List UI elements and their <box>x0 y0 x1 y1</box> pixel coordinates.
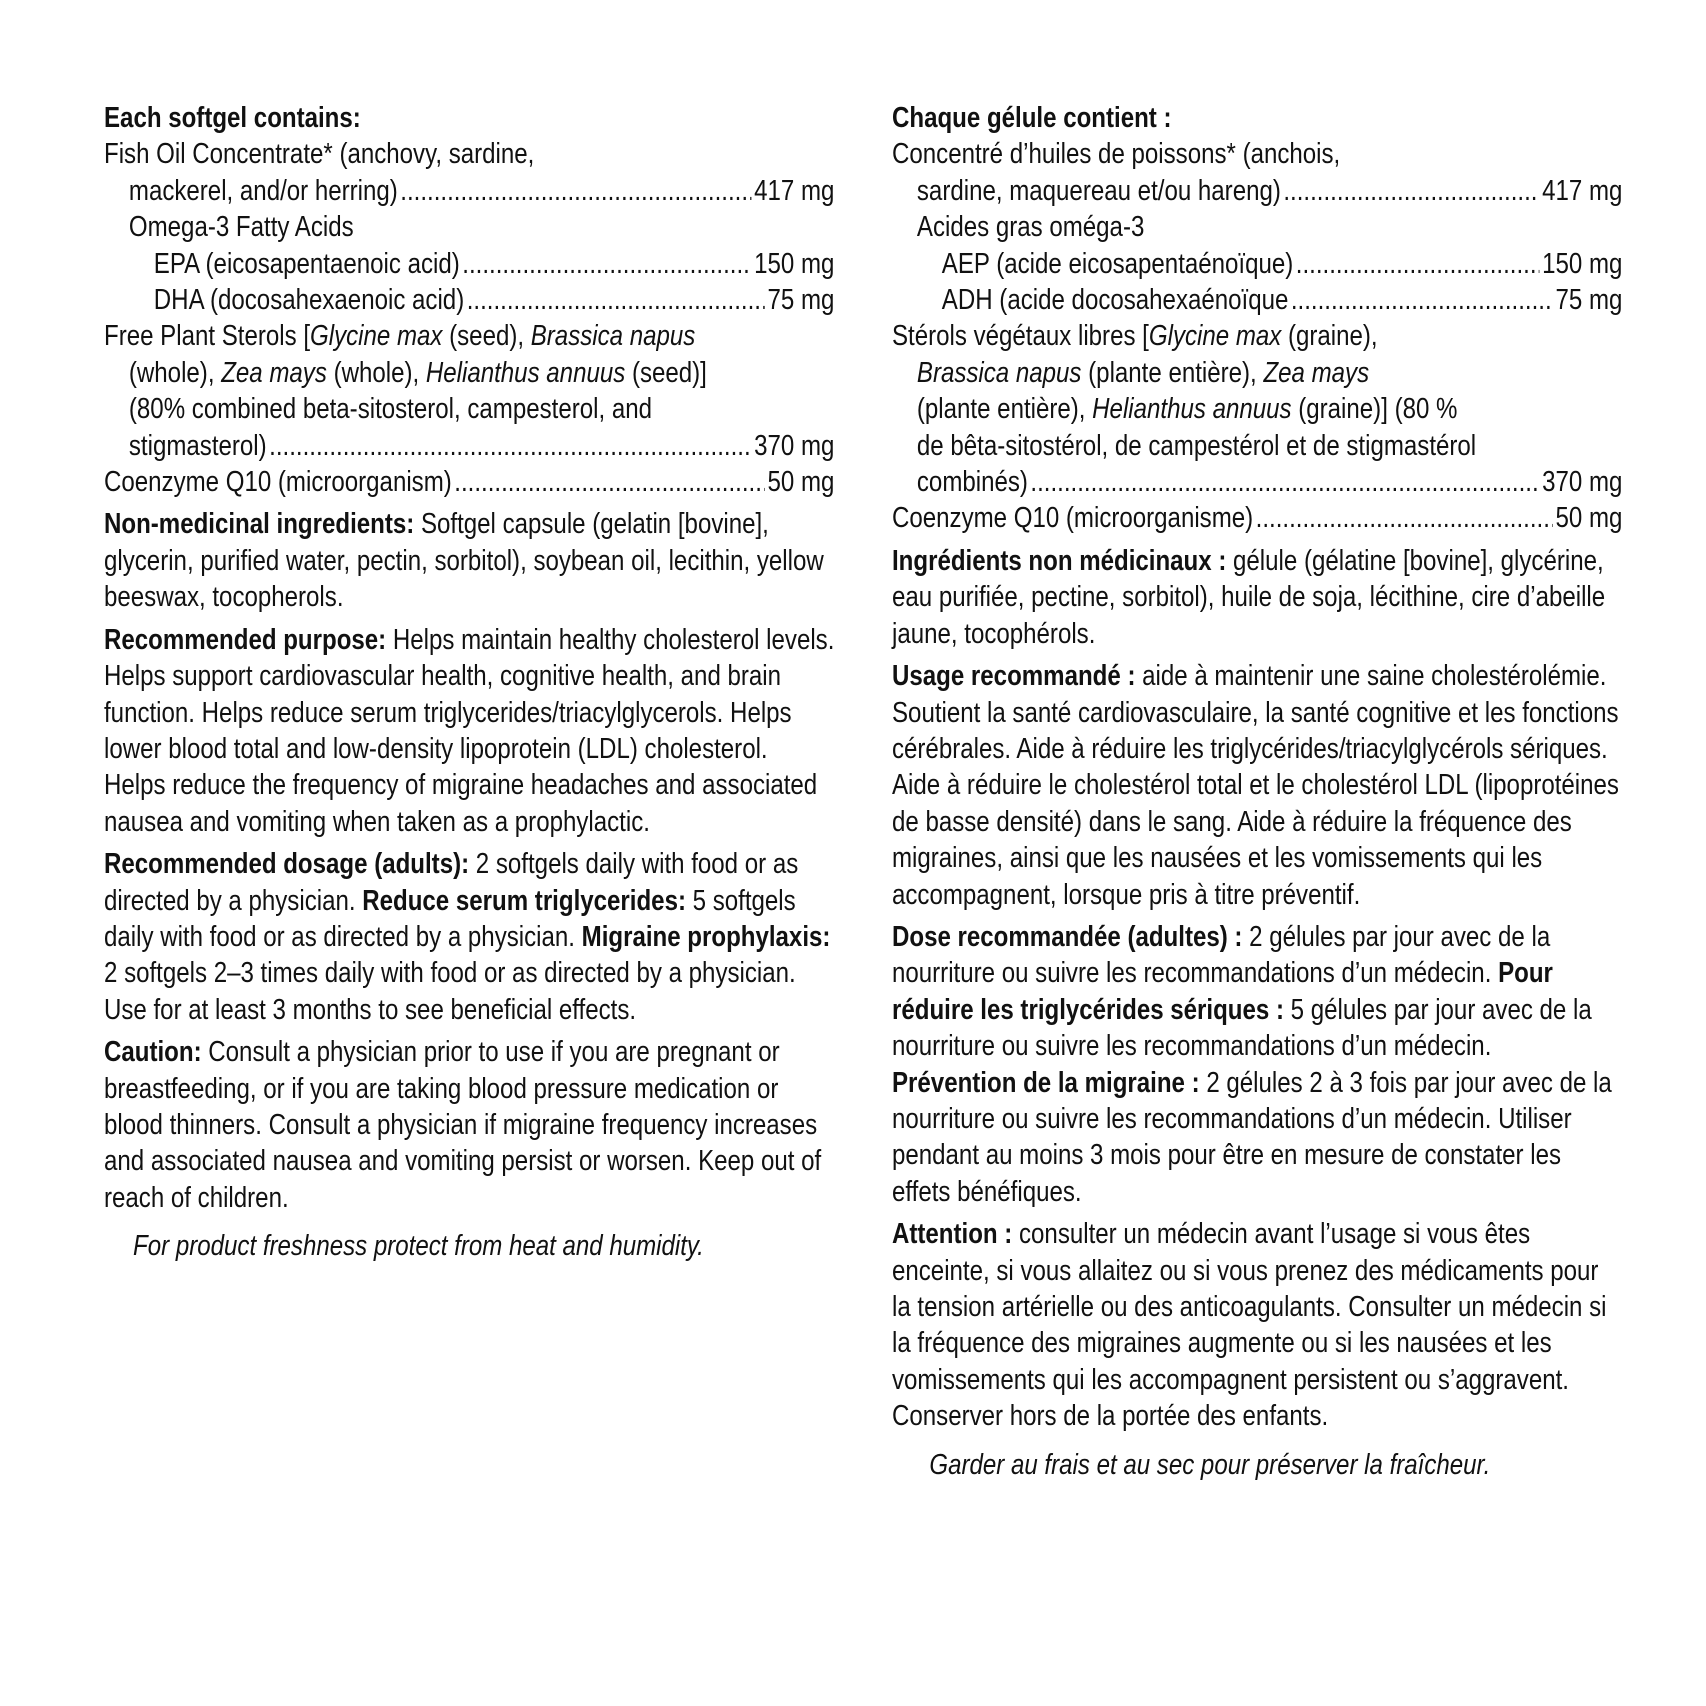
sterols-last-line: stigmasterol) <box>128 429 267 462</box>
epa-label: EPA (eicosapentaenoic acid) <box>153 247 460 280</box>
fish-oil-source: mackerel, and/or herring) <box>128 174 398 207</box>
dha-label-fr: ADH (acide docosahexaénoïque <box>941 284 1289 317</box>
coq10-amount: 50 mg <box>767 466 835 499</box>
recommended-dosage-fr: Dose recommandée (adultes) : 2 gélules par jour avec de la nourriture ou suivre les recommandations d’un médecin. Pour réduire les triglycérides sériques : 5 gélules par jour avec de la nourriture ou suivre les recommandations d’un médecin. Prévention de la migraine : 2 gélules 2 à 3 fois par jour avec de la nourriture ou suivre les recommandations d’un médecin. Utiliser pendant au moins 3 mois pour être en mesure de constater les effets bénéfiques. <box>892 920 1612 1208</box>
storage-note-fr: Garder au frais et au sec pour préserver la fraîcheur. <box>929 1448 1491 1481</box>
leader-dots <box>454 464 765 500</box>
epa-label-fr: AEP (acide eicosapentaénoïque) <box>941 247 1294 280</box>
sterols-line-2-fr: Brassica napus (plante entière), Zea mays <box>916 356 1370 389</box>
recommended-dosage: Recommended dosage (adults): 2 softgels daily with food or as directed by a physician. Reduce serum triglycerides: 5 softgels daily with food or as directed by a physician. Migraine prophylaxis: 2 softgels 2–3 times daily with food or as directed by a physician. Use for at least 3 months to see beneficial effects. <box>104 848 831 1026</box>
sterols-amount: 370 mg <box>754 429 835 462</box>
leader-dots <box>467 282 765 318</box>
sterols-line-3: (80% combined beta-sitosterol, campesterol, and <box>128 393 653 426</box>
dha-label: DHA (docosahexaenoic acid) <box>153 284 465 317</box>
leader-dots <box>269 428 751 464</box>
dha-row <box>104 282 834 318</box>
sterols-line-4-fr: de bêta-sitostérol, de campestérol et de stigmastérol <box>916 429 1477 462</box>
leader-dots <box>462 246 751 282</box>
coq10-row-fr <box>892 500 1622 536</box>
coq10-label: Coenzyme Q10 (microorganism) <box>104 466 452 499</box>
epa-row-fr <box>892 246 1622 282</box>
ingredients-heading: Each softgel contains: <box>104 102 361 134</box>
recommended-purpose: Recommended purpose: Helps maintain healthy cholesterol levels. Helps support cardiovascular health, cognitive health, and brain function. Helps reduce serum triglycerides/triacylglycerols. Helps lower blood total and low-density lipoprotein (LDL) cholesterol. Helps reduce the frequency of migraine headaches and associated nausea and vomiting when taken as a prophylactic. <box>104 623 835 838</box>
leader-dots <box>1283 173 1539 209</box>
sterols-line-2: (whole), Zea mays (whole), Helianthus annuus (seed)] <box>128 356 707 389</box>
sterols-line-3-fr: (plante entière), Helianthus annuus (graine)] (80 % <box>916 393 1458 426</box>
sterols-amount-fr: 370 mg <box>1542 466 1623 499</box>
dha-amount-fr: 75 mg <box>1555 284 1623 317</box>
leader-dots <box>1291 282 1553 318</box>
dha-amount: 75 mg <box>767 284 835 317</box>
epa-amount: 150 mg <box>754 247 835 280</box>
sterols-line-1: Free Plant Sterols [Glycine max (seed), Brassica napus <box>104 320 696 353</box>
fish-oil-line: Fish Oil Concentrate* (anchovy, sardine, <box>104 138 535 171</box>
english-panel <box>104 100 834 1265</box>
sterols-amount-row-fr <box>892 464 1622 500</box>
dha-row-fr <box>892 282 1622 318</box>
coq10-row <box>104 464 834 500</box>
epa-amount-fr: 150 mg <box>1542 247 1623 280</box>
caution-fr: Attention : consulter un médecin avant l’usage si vous êtes enceinte, si vous allaitez ou si vous prenez des médicaments pour la tension artérielle ou des anticoagulants. Consulter un médecin si la fréquence des migraines augmente ou si les nausées et les vomissements qui les accompagnent persistent ou s’aggravent. Conserver hors de la portée des enfants. <box>892 1218 1607 1433</box>
non-medicinal-ingredients: Non-medicinal ingredients: Softgel capsule (gelatin [bovine], glycerin, purified water, pectin, sorbitol), soybean oil, lecithin, yellow beeswax, tocopherols. <box>104 508 824 614</box>
coq10-amount-fr: 50 mg <box>1555 502 1623 535</box>
leader-dots <box>1030 464 1539 500</box>
caution: Caution: Consult a physician prior to use if you are pregnant or breastfeeding, or if you are taking blood pressure medication or blood thinners. Consult a physician if migraine frequency increases and associated nausea and vomiting persist or worsen. Keep out of reach of children. <box>104 1036 822 1214</box>
sterols-line-1-fr: Stérols végétaux libres [Glycine max (graine), <box>892 320 1378 353</box>
leader-dots <box>1296 246 1540 282</box>
ingredients-heading-fr: Chaque gélule contient : <box>892 102 1172 134</box>
fish-oil-amount-row-fr <box>892 173 1622 209</box>
omega3-label: Omega-3 Fatty Acids <box>128 211 354 244</box>
fish-oil-line-fr: Concentré d’huiles de poissons* (anchois, <box>892 138 1341 171</box>
fish-oil-amount-fr: 417 mg <box>1542 174 1623 207</box>
leader-dots <box>400 173 751 209</box>
sterols-amount-row <box>104 428 834 464</box>
storage-note: For product freshness protect from heat and humidity. <box>133 1230 704 1263</box>
coq10-label-fr: Coenzyme Q10 (microorganisme) <box>892 502 1254 535</box>
sterols-last-line-fr: combinés) <box>916 466 1028 499</box>
french-panel <box>892 100 1622 1483</box>
non-medicinal-ingredients-fr: Ingrédients non médicinaux : gélule (gélatine [bovine], glycérine, eau purifiée, pectine, sorbitol), huile de soja, lécithine, cire d’abeille jaune, tocophérols. <box>892 544 1606 650</box>
recommended-purpose-fr: Usage recommandé : aide à maintenir une saine cholestérolémie. Soutient la santé cardiovasculaire, la santé cognitive et les fonctions cérébrales. Aide à réduire les triglycérides/triacylglycérols sériques. Aide à réduire le cholestérol total et le cholestérol LDL (lipoprotéines de basse densité) dans le sang. Aide à réduire la fréquence des migraines, ainsi que les nausées et les vomissements qui les accompagnent, lorsque pris à titre préventif. <box>892 660 1619 911</box>
leader-dots <box>1256 500 1553 536</box>
fish-oil-amount: 417 mg <box>754 174 835 207</box>
fish-oil-amount-row <box>104 173 834 209</box>
fish-oil-source-fr: sardine, maquereau et/ou hareng) <box>916 174 1281 207</box>
omega3-label-fr: Acides gras oméga-3 <box>916 211 1145 244</box>
epa-row <box>104 246 834 282</box>
